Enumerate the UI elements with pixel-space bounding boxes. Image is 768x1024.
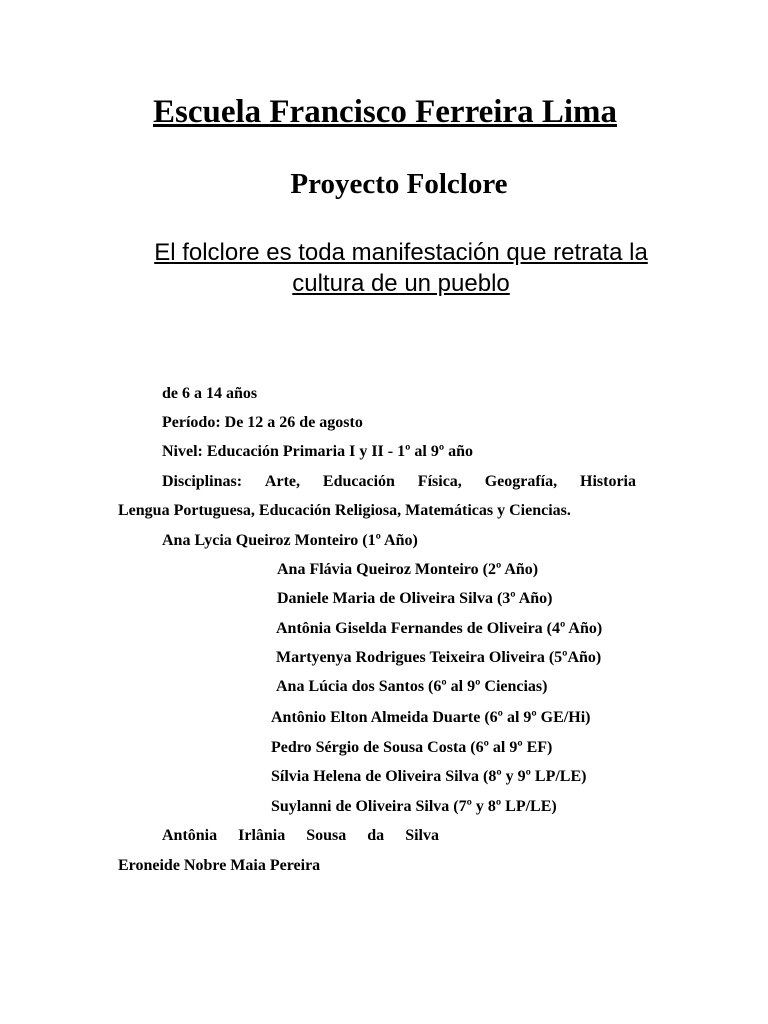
disciplines-line-1 [162, 473, 636, 491]
teacher-item: Pedro Sérgio de Sousa Costa (6º al 9º EF) [271, 739, 553, 756]
project-title: Proyecto Folclore [290, 168, 508, 200]
disciplines-line-2: Lengua Portuguesa, Educación Religiosa, Matemáticas y Ciencias. [118, 502, 571, 519]
school-title-text: Escuela Francisco Ferreira Lima [152, 94, 617, 130]
teacher-item: Ana Lúcia dos Santos (6º al 9º Ciencias) [276, 678, 548, 695]
teacher-item: Daniele Maria de Oliveira Silva (3º Año) [277, 590, 553, 607]
disciplines-word: Historia [580, 473, 636, 490]
teacher-item: Ana Lycia Queiroz Monteiro (1º Año) [162, 532, 418, 549]
period: Período: De 12 a 26 de agosto [162, 414, 363, 431]
coordinator-word: Sousa [306, 827, 347, 844]
coordinator-word: Irlânia [238, 827, 286, 844]
disciplines-word: Educación [322, 473, 395, 490]
coordinator-word: da [367, 827, 385, 844]
subtitle-line-2: cultura de un pueblo [292, 270, 510, 297]
coordinator-line-2: Eroneide Nobre Maia Pereira [118, 857, 321, 874]
subtitle-line-1: El folclore es toda manifestación que retrata la [154, 239, 648, 266]
teacher-item: Antônia Giselda Fernandes de Oliveira (4º Año) [276, 620, 603, 637]
school-title [0, 94, 768, 131]
subtitle [0, 237, 768, 299]
disciplines-word: Geografía, [484, 473, 558, 490]
teacher-item: Ana Flávia Queiroz Monteiro (2º Año) [277, 561, 539, 578]
disciplines-word: Arte, [264, 473, 300, 490]
coordinator-word: Antônia [162, 827, 218, 844]
coordinator-line-1 [162, 827, 439, 845]
age-range: de 6 a 14 años [162, 385, 258, 402]
disciplines-word: Física, [417, 473, 462, 490]
disciplines-word: Disciplinas: [162, 473, 243, 490]
teacher-item: Martyenya Rodrigues Teixeira Oliveira (5ºAño) [276, 649, 602, 666]
teacher-item: Antônio Elton Almeida Duarte (6º al 9º GE/Hi) [271, 709, 591, 726]
coordinator-word: Silva [405, 827, 439, 844]
teacher-item: Sílvia Helena de Oliveira Silva (8º y 9º LP/LE) [271, 768, 587, 785]
teacher-item: Suylanni de Oliveira Silva (7º y 8º LP/LE) [271, 798, 557, 815]
level: Nivel: Educación Primaria I y II - 1º al 9º año [162, 443, 473, 460]
